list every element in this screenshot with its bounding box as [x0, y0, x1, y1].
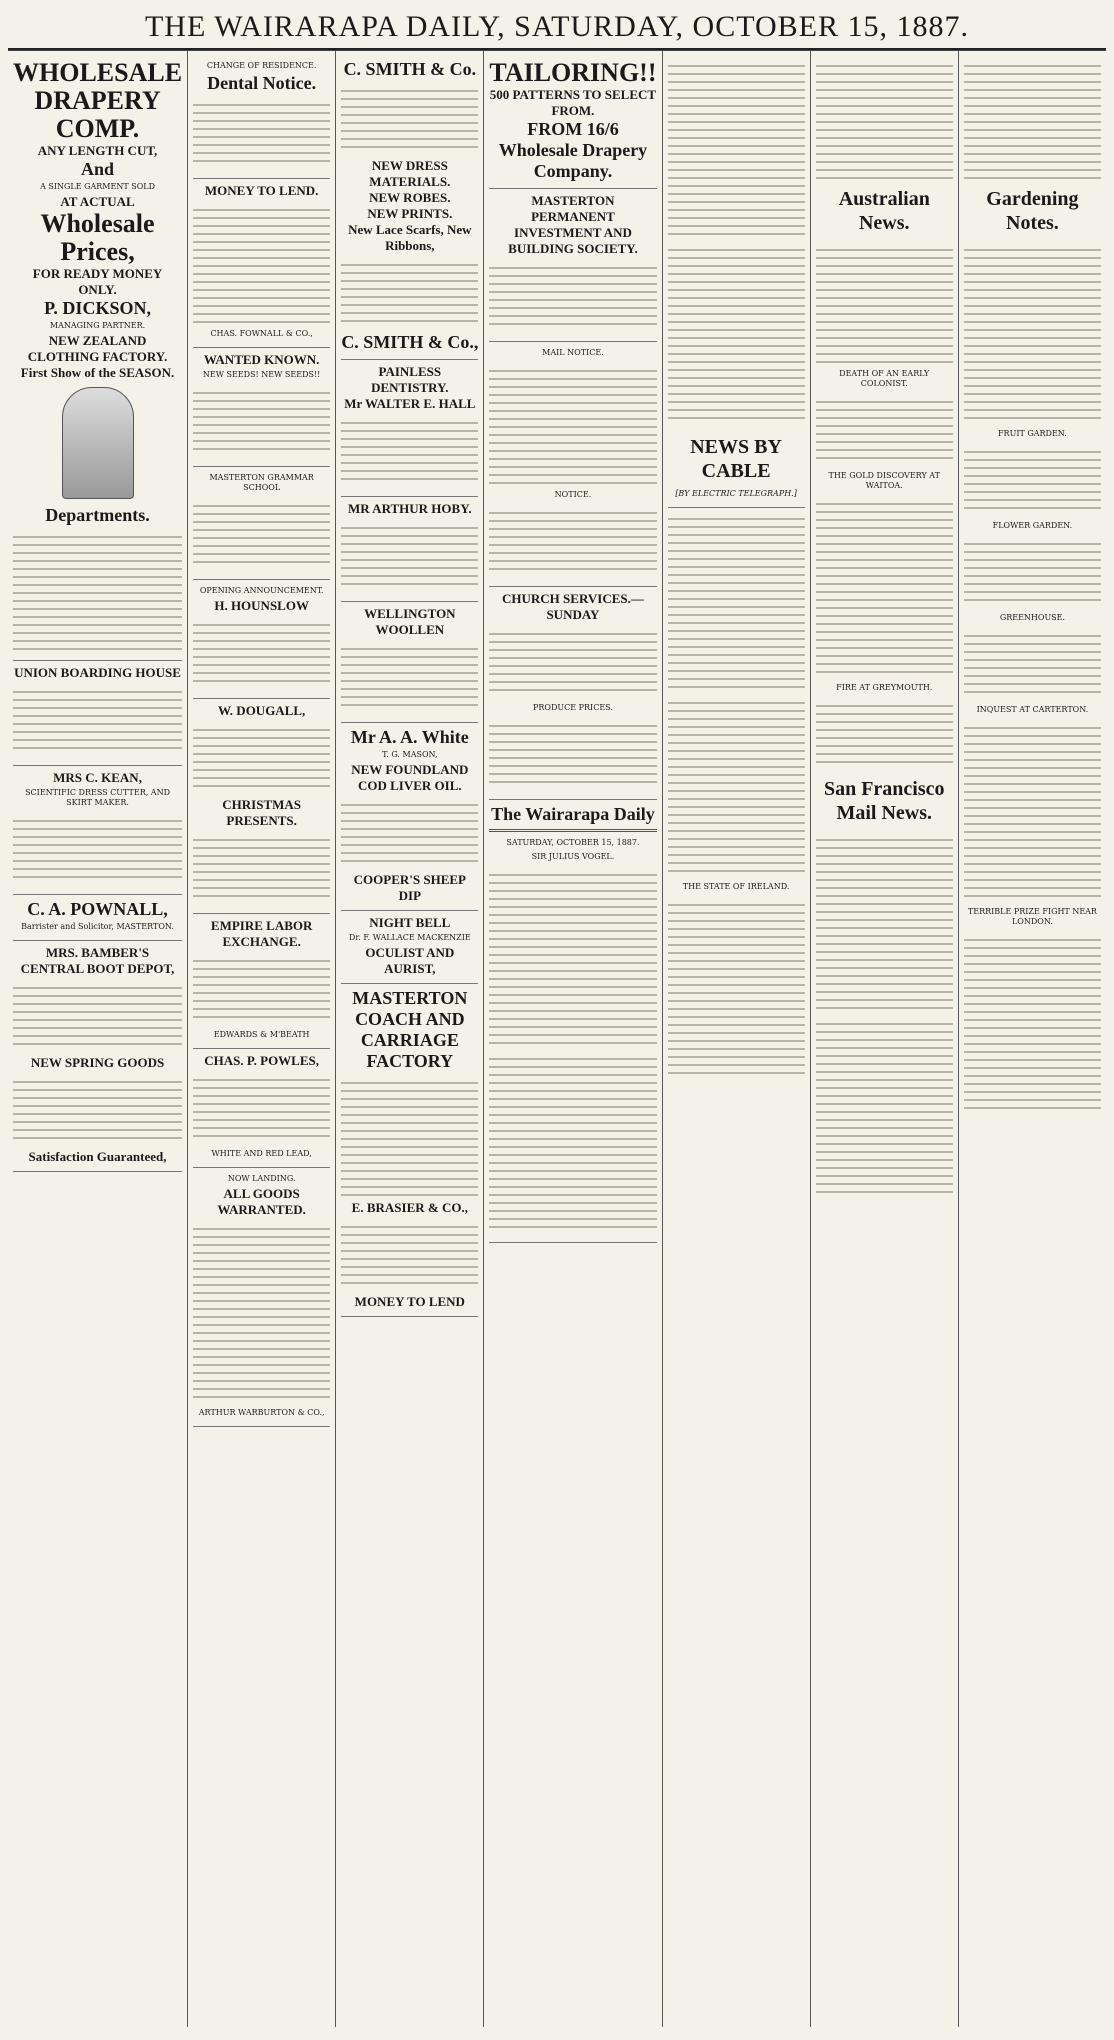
ad-heading: CHURCH SERVICES.—SUNDAY — [502, 591, 644, 622]
cable-news-header — [668, 427, 805, 508]
text-block — [489, 1052, 656, 1232]
section-subheading: [BY ELECTRIC TELEGRAPH.] — [675, 489, 797, 498]
text-block — [816, 395, 953, 465]
text-block — [816, 59, 953, 179]
column-5 — [663, 51, 811, 2027]
night-bell-ad — [341, 911, 478, 984]
section-heading: NEWS BY CABLE — [690, 436, 782, 482]
text-block — [489, 868, 656, 1048]
text-block — [13, 814, 182, 884]
ad-line: 500 PATTERNS TO SELECT FROM. — [489, 87, 657, 118]
column-2 — [188, 51, 336, 2027]
ad-line: NEW DRESS MATERIALS. — [369, 158, 451, 189]
smith-ad — [341, 55, 478, 360]
church-services — [489, 587, 656, 800]
pownall-ad — [13, 895, 182, 941]
text-block — [668, 512, 805, 692]
text-block — [668, 59, 805, 239]
ad-line: OPENING ANNOUNCEMENT. — [199, 586, 324, 595]
ad-heading: C. SMITH & Co. — [343, 59, 477, 79]
section-heading: Australian News. — [838, 188, 930, 234]
ad-line: FROM 16/6 — [527, 119, 619, 139]
masthead-title: THE WAIRARAPA DAILY, SATURDAY, OCTOBER 15, 1887. — [8, 8, 1106, 50]
building-society-ad — [489, 189, 656, 342]
ad-line: FOR READY MONEY ONLY. — [32, 266, 163, 297]
hounslow-ad — [193, 580, 330, 699]
column-3 — [336, 51, 484, 2027]
ad-line: MAIL NOTICE. — [542, 348, 604, 357]
bamber-ad — [13, 941, 182, 1172]
ad-heading: WELLINGTON WOOLLEN — [364, 606, 456, 637]
landing-ad — [193, 1168, 330, 1427]
column-4 — [484, 51, 662, 2027]
ad-line: COOPER'S SHEEP DIP — [353, 872, 466, 903]
text-block — [964, 933, 1101, 1113]
ad-heading: WHOLESALE — [13, 58, 183, 87]
text-block — [13, 685, 182, 755]
text-block — [489, 719, 656, 789]
ad-line: CHAS. FOWNALL & CO., — [210, 329, 313, 338]
text-block — [193, 723, 330, 793]
ad-heading: DRAPERY — [34, 86, 161, 115]
ad-line: Dr. F. WALLACE MACKENZIE — [348, 933, 471, 942]
text-block — [668, 243, 805, 423]
section-heading: Gardening Notes. — [986, 188, 1079, 234]
mannequin-illustration — [62, 387, 134, 499]
text-block — [341, 642, 478, 712]
text-block — [816, 497, 953, 677]
text-block — [489, 506, 656, 576]
woollen-ad — [341, 602, 478, 723]
article-heading: FIRE AT GREYMOUTH. — [836, 683, 933, 692]
ad-line: NOW LANDING. — [227, 1174, 296, 1183]
tailoring-ad — [489, 55, 656, 189]
ad-line: Barrister and Solicitor, MASTERTON. — [21, 922, 174, 931]
text-block — [964, 629, 1101, 699]
ad-line: SCIENTIFIC DRESS CUTTER, AND SKIRT MAKER. — [25, 788, 170, 807]
ad-heading: MRS. BAMBER'S CENTRAL BOOT DEPOT, — [20, 945, 175, 976]
article-heading: TERRIBLE PRIZE FIGHT NEAR LONDON. — [967, 907, 1097, 926]
ad-heading: MASTERTON COACH AND CARRIAGE FACTORY — [352, 988, 468, 1071]
ad-line: NEW SEEDS! NEW SEEDS!! — [202, 370, 321, 379]
text-block — [341, 416, 478, 486]
ad-heading: NIGHT BELL — [369, 915, 451, 930]
text-block — [341, 1076, 478, 1196]
text-block — [13, 1075, 182, 1145]
text-block — [964, 537, 1101, 607]
text-block — [341, 1220, 478, 1290]
ad-heading: Dental Notice. — [207, 73, 317, 93]
ad-heading: C. A. POWNALL, — [27, 899, 168, 919]
wanted-ad — [193, 348, 330, 467]
wholesale-drapery-ad — [13, 55, 182, 661]
kean-ad — [13, 766, 182, 895]
text-block — [668, 696, 805, 876]
text-block — [964, 445, 1101, 515]
empire-ad — [193, 914, 330, 1049]
text-block — [13, 530, 182, 650]
article-heading: THE GOLD DISCOVERY AT WAITOA. — [828, 471, 940, 490]
ad-heading: C. SMITH & Co., — [341, 332, 479, 352]
hoby-ad — [341, 497, 478, 602]
paper-title: The Wairarapa Daily — [491, 804, 655, 824]
ad-heading: W. DOUGALL, — [218, 703, 306, 718]
text-block — [964, 59, 1101, 179]
ad-heading: MONEY TO LEND. — [204, 183, 319, 198]
paper-date: SATURDAY, OCTOBER 15, 1887. — [506, 838, 640, 847]
text-block — [341, 258, 478, 328]
ad-line: A SINGLE GARMENT SOLD — [40, 182, 155, 191]
text-block — [193, 833, 330, 903]
ad-line: E. BRASIER & CO., — [351, 1200, 468, 1215]
text-block — [193, 499, 330, 569]
ad-line: T. G. MASON, — [382, 750, 438, 759]
money-ad — [193, 179, 330, 348]
mail-notice — [489, 342, 656, 587]
ad-heading: EMPIRE LABOR EXCHANGE. — [210, 918, 313, 949]
text-block — [193, 618, 330, 688]
columns — [8, 50, 1106, 2027]
editorial-header — [489, 800, 656, 1243]
text-block — [341, 84, 478, 154]
ad-line: ANY LENGTH CUT, — [37, 143, 158, 158]
text-block — [193, 203, 330, 323]
ad-line: WHITE AND RED LEAD, — [211, 1149, 312, 1158]
white-ad — [341, 723, 478, 911]
column-6 — [811, 51, 959, 2027]
text-block — [816, 243, 953, 363]
ad-line: NOTICE. — [554, 490, 592, 499]
text-block — [193, 1222, 330, 1402]
column-1 — [8, 51, 188, 2027]
ad-heading: Departments. — [45, 505, 150, 525]
ad-line: PRODUCE PRICES. — [533, 703, 613, 712]
ad-heading: OCULIST AND AURIST, — [365, 945, 455, 976]
ad-heading: COMP. — [55, 114, 140, 143]
grammar-school-ad — [193, 467, 330, 580]
ad-heading: Mr A. A. White — [350, 727, 469, 747]
ad-line: And — [81, 159, 115, 179]
ad-line: First Show of the SEASON. — [20, 365, 175, 380]
section-heading: San Francisco Mail News. — [823, 778, 945, 824]
text-block — [489, 261, 656, 331]
text-block — [816, 699, 953, 769]
ad-heading: Satisfaction Guaranteed, — [28, 1149, 167, 1164]
article-heading: THE STATE OF IRELAND. — [682, 882, 790, 891]
column-7 — [959, 51, 1106, 2027]
ad-line: EDWARDS & M'BEATH — [213, 1030, 310, 1039]
text-block — [193, 386, 330, 456]
ad-line: MASTERTON GRAMMAR SCHOOL — [209, 473, 314, 492]
union-boarding-house-ad — [13, 661, 182, 766]
article-heading: FRUIT GARDEN. — [998, 429, 1067, 438]
ad-heading: CHAS. P. POWLES, — [204, 1053, 320, 1068]
ad-line: MANAGING PARTNER. — [49, 321, 146, 330]
ad-heading: MRS C. KEAN, — [53, 770, 142, 785]
dentistry-ad — [341, 360, 478, 497]
coach-factory-ad — [341, 984, 478, 1317]
ad-heading: Wholesale — [40, 209, 155, 238]
text-block — [964, 721, 1101, 901]
text-block — [489, 627, 656, 697]
text-block — [193, 954, 330, 1024]
ad-heading: TAILORING!! — [489, 58, 657, 87]
text-block — [341, 798, 478, 868]
article-heading: INQUEST AT CARTERTON. — [976, 705, 1089, 714]
text-block — [13, 981, 182, 1051]
ad-heading: PAINLESS DENTISTRY. — [371, 364, 449, 395]
ad-line: NEW ROBES. — [369, 190, 451, 205]
ad-line: NEW ZEALAND CLOTHING FACTORY. — [27, 333, 168, 364]
ad-heading: MASTERTON PERMANENT INVESTMENT AND BUILDING SOCIETY. — [508, 193, 638, 256]
ad-heading: CHRISTMAS PRESENTS. — [222, 797, 302, 828]
ad-heading: H. HOUNSLOW — [214, 598, 309, 613]
ad-heading: WANTED KNOWN. — [203, 352, 320, 367]
ad-heading: Wholesale Drapery Company. — [498, 140, 648, 181]
ad-heading: Prices, — [60, 237, 135, 266]
text-block — [341, 521, 478, 591]
ad-line: AT ACTUAL — [60, 194, 135, 209]
article-heading: DEATH OF AN EARLY COLONIST. — [839, 369, 930, 388]
ad-line: CHANGE OF RESIDENCE. — [206, 61, 317, 70]
text-block — [816, 1017, 953, 1197]
text-block — [668, 898, 805, 1078]
residence-ad — [193, 55, 330, 179]
article-heading: SIR JULIUS VOGEL. — [531, 852, 615, 861]
ad-line: New Lace Scarfs, New Ribbons, — [348, 222, 472, 253]
article-heading: GREENHOUSE. — [999, 613, 1066, 622]
ad-name: P. DICKSON, — [44, 298, 151, 318]
text-block — [489, 364, 656, 484]
powles-ad — [193, 1049, 330, 1168]
text-block — [193, 98, 330, 168]
ad-line: NEW PRINTS. — [367, 206, 453, 221]
ad-heading: MR ARTHUR HOBY. — [347, 501, 472, 516]
text-block — [193, 1073, 330, 1143]
ad-heading: Mr WALTER E. HALL — [344, 396, 476, 411]
ad-heading: NEW SPRING GOODS — [30, 1055, 165, 1070]
text-block — [964, 243, 1101, 423]
ad-line: NEW FOUNDLAND COD LIVER OIL. — [351, 762, 469, 793]
ad-heading: MONEY TO LEND — [354, 1294, 465, 1309]
ad-heading: ALL GOODS WARRANTED. — [217, 1186, 306, 1217]
article-heading: FLOWER GARDEN. — [992, 521, 1073, 530]
text-block — [816, 833, 953, 1013]
newspaper-page — [8, 8, 1106, 2024]
dougall-ad — [193, 699, 330, 914]
ad-line: ARTHUR WARBURTON & CO., — [198, 1408, 325, 1417]
ad-heading: UNION BOARDING HOUSE — [14, 665, 181, 680]
